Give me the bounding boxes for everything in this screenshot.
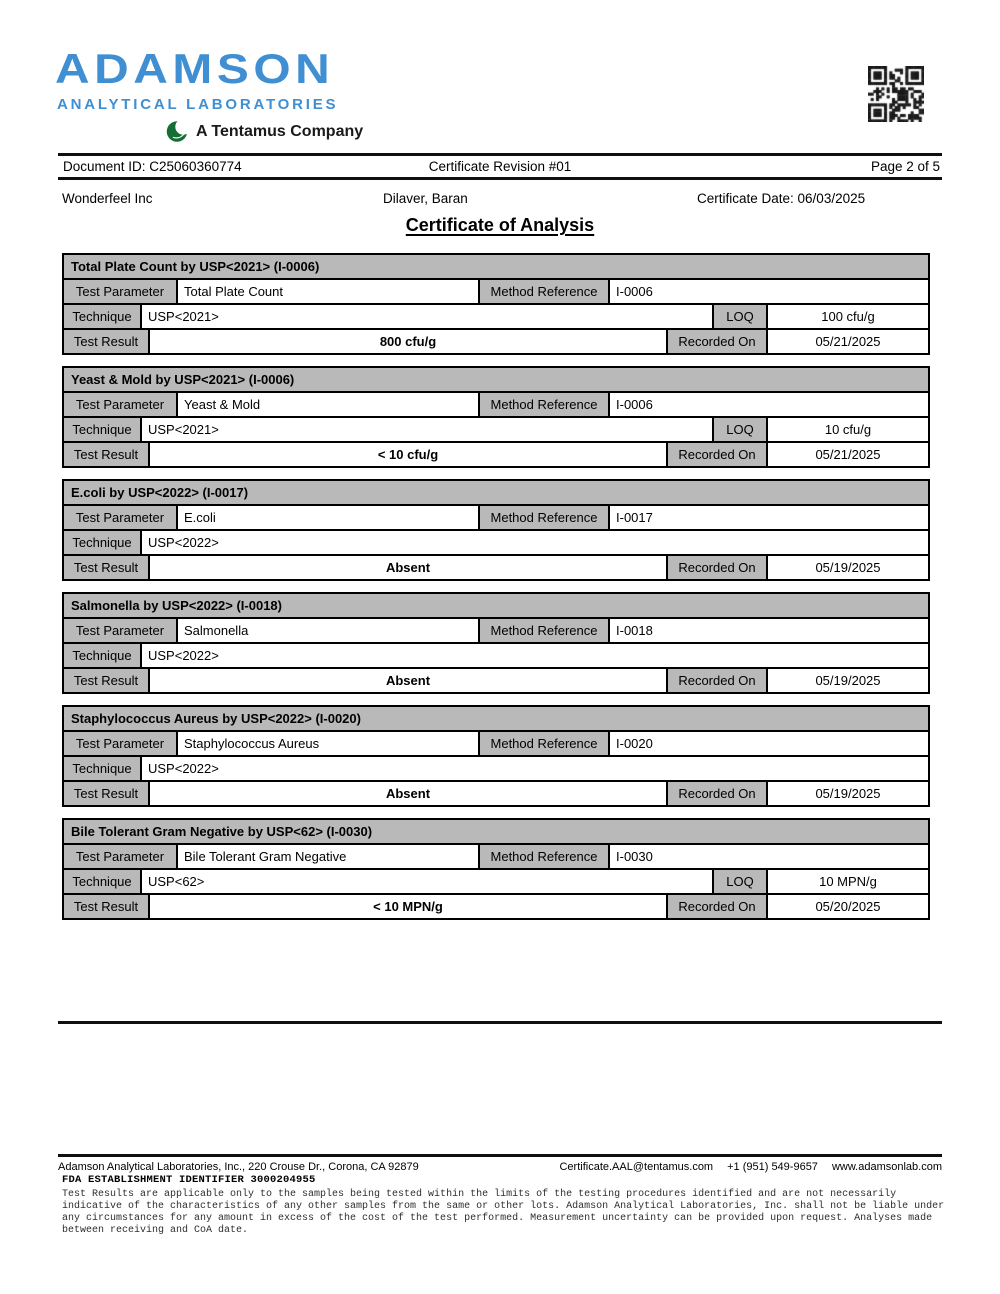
certificate-date: Certificate Date: 06/03/2025: [697, 191, 866, 206]
client-band: [0, 191, 1000, 209]
test-parameter-label: Test Parameter: [64, 393, 176, 416]
recorded-on-label: Recorded On: [668, 330, 766, 353]
technique-label: Technique: [64, 870, 140, 893]
method-reference-label: Method Reference: [480, 732, 608, 755]
footer-contact-band: [58, 1159, 942, 1174]
test-result-label: Test Result: [64, 669, 148, 692]
test-result-value: < 10 MPN/g: [150, 895, 666, 918]
test-result-label: Test Result: [64, 556, 148, 579]
divider-docid: [58, 177, 942, 180]
tentamus-leaf-icon: [166, 120, 189, 143]
contact-name: Dilaver, Baran: [383, 191, 468, 206]
technique-label: Technique: [64, 531, 140, 554]
divider-tables-end: [58, 1021, 942, 1024]
test-result-value: Absent: [150, 556, 666, 579]
recorded-on-label: Recorded On: [668, 443, 766, 466]
table-title: Bile Tolerant Gram Negative by USP<62> (I-0030): [64, 820, 928, 843]
loq-value: 10 cfu/g: [768, 418, 928, 441]
table-title: Total Plate Count by USP<2021> (I-0006): [64, 255, 928, 278]
test-parameter-value: E.coli: [178, 506, 478, 529]
method-reference-label: Method Reference: [480, 506, 608, 529]
recorded-on-value: 05/21/2025: [768, 330, 928, 353]
recorded-on-value: 05/19/2025: [768, 669, 928, 692]
test-table: [62, 592, 930, 694]
test-parameter-label: Test Parameter: [64, 732, 176, 755]
method-reference-label: Method Reference: [480, 619, 608, 642]
technique-value: USP<2021>: [142, 418, 712, 441]
table-row: [64, 506, 928, 529]
lab-email: Certificate.AAL@tentamus.com: [559, 1160, 714, 1173]
test-result-value: Absent: [150, 782, 666, 805]
table-row: [64, 895, 928, 918]
tentamus-label: A Tentamus Company: [196, 122, 364, 140]
table-row: [64, 556, 928, 579]
table-row: [64, 732, 928, 755]
table-title: Salmonella by USP<2022> (I-0018): [64, 594, 928, 617]
test-table: [62, 366, 930, 468]
method-reference-value: I-0018: [610, 619, 928, 642]
divider-footer: [58, 1154, 942, 1157]
recorded-on-label: Recorded On: [668, 669, 766, 692]
method-reference-label: Method Reference: [480, 845, 608, 868]
technique-label: Technique: [64, 644, 140, 667]
recorded-on-value: 05/19/2025: [768, 782, 928, 805]
table-title: E.coli by USP<2022> (I-0017): [64, 481, 928, 504]
loq-label: LOQ: [714, 418, 766, 441]
loq-value: 10 MPN/g: [768, 870, 928, 893]
certificate-revision: Certificate Revision #01: [428, 159, 572, 174]
table-row: [64, 305, 928, 328]
table-row: [64, 443, 928, 466]
method-reference-value: I-0006: [610, 393, 928, 416]
document-id-band: [58, 156, 942, 177]
table-title: Yeast & Mold by USP<2021> (I-0006): [64, 368, 928, 391]
technique-label: Technique: [64, 418, 140, 441]
table-row: [64, 669, 928, 692]
recorded-on-label: Recorded On: [668, 782, 766, 805]
test-parameter-value: Staphylococcus Aureus: [178, 732, 478, 755]
disclaimer-text: Test Results are applicable only to the samples being tested within the limits of the testing procedures identified and are not necessarily indicative of the characteristics of any other samples from the same or other lots. Adamson Analytical Laboratories, Inc. shall not be liable under any circumstances for any amount in excess of the cost of the test performed. Measurement uncertainty can be provided upon request. Analyses made between receiving and CoA date.: [62, 1189, 945, 1236]
technique-value: USP<2022>: [142, 757, 928, 780]
loq-label: LOQ: [714, 305, 766, 328]
method-reference-value: I-0017: [610, 506, 928, 529]
fda-identifier: FDA ESTABLISHMENT IDENTIFIER 3000204955: [62, 1174, 316, 1186]
lab-phone: +1 (951) 549-9657: [727, 1160, 818, 1173]
method-reference-value: I-0020: [610, 732, 928, 755]
lab-address: Adamson Analytical Laboratories, Inc., 220 Crouse Dr., Corona, CA 92879: [58, 1160, 419, 1173]
method-reference-label: Method Reference: [480, 393, 608, 416]
loq-label: LOQ: [714, 870, 766, 893]
test-table: [62, 818, 930, 920]
recorded-on-value: 05/20/2025: [768, 895, 928, 918]
test-result-label: Test Result: [64, 330, 148, 353]
table-row: [64, 330, 928, 353]
page-number: Page 2 of 5: [870, 159, 940, 174]
tables: [62, 253, 930, 920]
test-table: [62, 253, 930, 355]
test-table: [62, 705, 930, 807]
test-result-label: Test Result: [64, 782, 148, 805]
test-parameter-value: Yeast & Mold: [178, 393, 478, 416]
technique-label: Technique: [64, 757, 140, 780]
technique-value: USP<2021>: [142, 305, 712, 328]
recorded-on-value: 05/19/2025: [768, 556, 928, 579]
table-row: [64, 870, 928, 893]
table-row: [64, 280, 928, 303]
technique-value: USP<2022>: [142, 531, 928, 554]
recorded-on-value: 05/21/2025: [768, 443, 928, 466]
table-row: [64, 393, 928, 416]
method-reference-value: I-0030: [610, 845, 928, 868]
table-row: [64, 619, 928, 642]
lab-website: www.adamsonlab.com: [831, 1160, 942, 1173]
test-parameter-label: Test Parameter: [64, 619, 176, 642]
recorded-on-label: Recorded On: [668, 556, 766, 579]
qr-code: [868, 66, 924, 122]
adamson-logo: ADAMSON: [55, 45, 335, 92]
test-result-label: Test Result: [64, 895, 148, 918]
test-parameter-label: Test Parameter: [64, 845, 176, 868]
test-parameter-label: Test Parameter: [64, 280, 176, 303]
test-result-value: Absent: [150, 669, 666, 692]
test-parameter-label: Test Parameter: [64, 506, 176, 529]
table-title: Staphylococcus Aureus by USP<2022> (I-0020): [64, 707, 928, 730]
table-row: [64, 845, 928, 868]
table-row: [64, 782, 928, 805]
test-parameter-value: Total Plate Count: [178, 280, 478, 303]
recorded-on-label: Recorded On: [668, 895, 766, 918]
table-row: [64, 531, 928, 554]
loq-value: 100 cfu/g: [768, 305, 928, 328]
lab-contacts: [559, 1161, 942, 1173]
test-result-value: < 10 cfu/g: [150, 443, 666, 466]
test-result-label: Test Result: [64, 443, 148, 466]
test-parameter-value: Bile Tolerant Gram Negative: [178, 845, 478, 868]
adamson-logo-subtitle: ANALYTICAL LABORATORIES: [57, 96, 339, 113]
test-parameter-value: Salmonella: [178, 619, 478, 642]
test-table: [62, 479, 930, 581]
tentamus-brand: [166, 120, 363, 143]
method-reference-value: I-0006: [610, 280, 928, 303]
table-row: [64, 418, 928, 441]
document-id: Document ID: C25060360774: [63, 159, 242, 174]
table-row: [64, 757, 928, 780]
test-result-value: 800 cfu/g: [150, 330, 666, 353]
technique-label: Technique: [64, 305, 140, 328]
technique-value: USP<62>: [142, 870, 712, 893]
method-reference-label: Method Reference: [480, 280, 608, 303]
client-name: Wonderfeel Inc: [62, 191, 153, 206]
technique-value: USP<2022>: [142, 644, 928, 667]
table-row: [64, 644, 928, 667]
page-title: Certificate of Analysis: [405, 215, 595, 235]
